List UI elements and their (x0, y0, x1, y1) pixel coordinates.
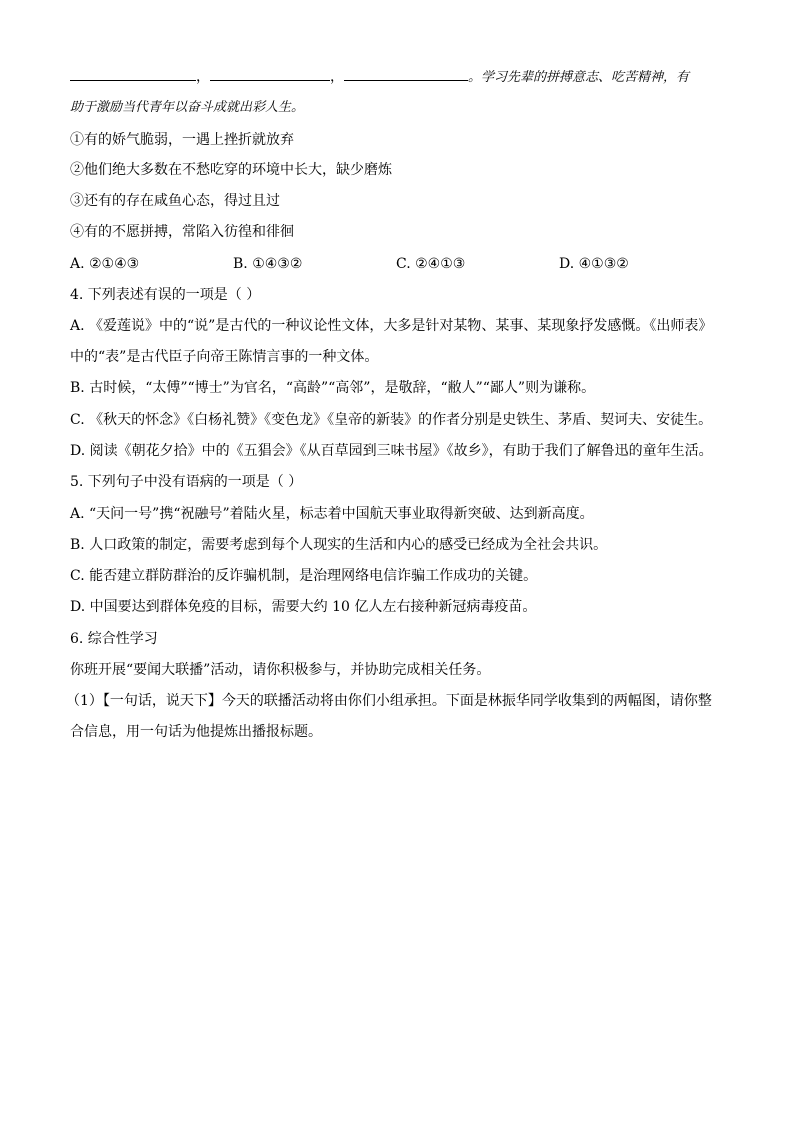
answer-blank-1[interactable] (70, 66, 196, 81)
q3-option-d[interactable]: D. ④①③② (559, 256, 629, 272)
q4-option-a-cont: 中的“表”是古代臣子向帝王陈情言事的一种文体。 (70, 349, 379, 365)
sentence-item-2: ②他们绝大多数在不愁吃穿的环境中长大，缺少磨炼 (70, 162, 392, 178)
q4-option-d[interactable]: D. 阅读《朝花夕拾》中的《五猖会》《从百草园到三味书屋》《故乡》，有助于我们了解鲁迅的童年生活。 (70, 443, 713, 459)
sentence-item-4: ④有的不愿拼搏，常陷入彷徨和徘徊 (70, 224, 294, 240)
sentence-item-3: ③还有的存在咸鱼心态，得过且过 (70, 193, 280, 209)
q3-option-a[interactable]: A. ②①④③ (70, 256, 140, 272)
sentence-item-1: ①有的娇气脆弱，一遇上挫折就放弃 (70, 132, 294, 148)
comma-separator: ， (330, 69, 344, 85)
q6-intro: 你班开展“要闻大联播”活动，请你积极参与，并协助完成相关任务。 (70, 662, 491, 678)
q5-option-d[interactable]: D. 中国要达到群体免疫的目标，需要大约 10 亿人左右接种新冠病毒疫苗。 (70, 599, 537, 615)
answer-blank-3[interactable] (344, 66, 468, 81)
q5-option-c[interactable]: C. 能否建立群防群治的反诈骗机制，是治理网络电信诈骗工作成功的关键。 (70, 568, 538, 584)
q3-option-b[interactable]: B. ①④③② (233, 256, 303, 272)
fill-line-continuation: 助于激励当代青年以奋斗成就出彩人生。 (70, 100, 305, 115)
q5-option-b[interactable]: B. 人口政策的制定，需要考虑到每个人现实的生活和内心的感受已经成为全社会共识。 (70, 537, 608, 553)
q5-option-a[interactable]: A. “天问一号”携“祝融号”着陆火星，标志着中国航天事业取得新突破、达到新高度。 (70, 506, 594, 522)
q3-option-c[interactable]: C. ②④①③ (396, 256, 466, 272)
fill-in-blank-line (70, 66, 730, 88)
q6-subquestion-1: （1）【一句话，说天下】今天的联播活动将由你们小组承担。下面是林振华同学收集到的两幅图，请你整 (66, 693, 712, 709)
q4-option-b[interactable]: B. 古时候，“太傅”“博士”为官名，“高龄”“高邻”，是敬辞，“敝人”“鄙人”则为谦称。 (70, 380, 596, 396)
q4-option-c[interactable]: C. 《秋天的怀念》《白杨礼赞》《变色龙》《皇帝的新装》的作者分别是史铁生、茅盾、契诃夫、安徒生。 (70, 412, 713, 428)
q4-stem: 4. 下列表述有误的一项是（ ） (70, 287, 261, 303)
answer-blank-2[interactable] (210, 66, 330, 81)
comma-separator: ， (196, 69, 210, 85)
q6-stem: 6. 综合性学习 (70, 631, 158, 647)
fill-line-text: 。学习先辈的拼搏意志、吃苦精神，有 (468, 70, 690, 85)
q4-option-a[interactable]: A. 《爱莲说》中的“说”是古代的一种议论性文体，大多是针对某物、某事、某现象抒发感慨。《出师表》 (70, 318, 713, 334)
q6-subquestion-1-cont: 合信息，用一句话为他提炼出播报标题。 (70, 724, 322, 740)
q5-stem: 5. 下列句子中没有语病的一项是（ ） (70, 474, 303, 490)
